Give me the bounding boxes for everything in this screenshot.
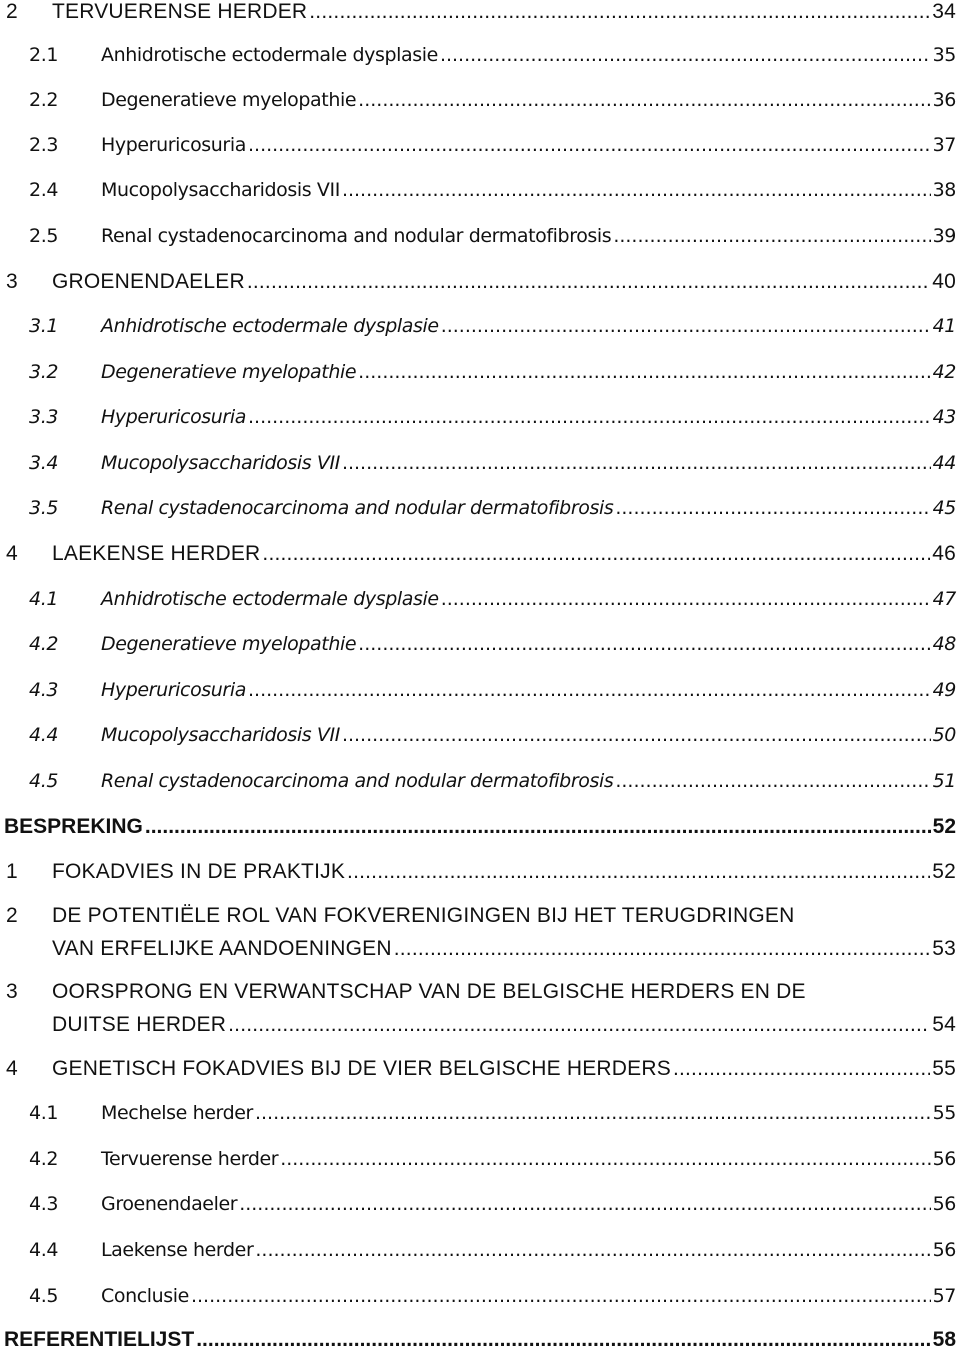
toc-entry-number: 3.1 xyxy=(29,315,59,337)
toc-entry-number: 2.3 xyxy=(29,134,59,156)
toc-entry-title: GROENENDAELER xyxy=(52,270,245,293)
toc-page-number: 35 xyxy=(932,44,956,66)
toc-page-number: 56 xyxy=(932,1193,956,1215)
toc-entry-title: Degeneratieve myelopathie xyxy=(101,361,357,383)
dot-leader xyxy=(145,815,931,839)
toc-page-number: 42 xyxy=(932,361,956,383)
toc-entry-title: BESPREKING xyxy=(4,815,143,838)
toc-entry-title: DE POTENTIËLE ROL VAN FOKVERENIGINGEN BIJ HET TERUGDRINGEN xyxy=(52,904,795,927)
toc-entry[interactable] xyxy=(0,1239,960,1269)
toc-entry-number: 4 xyxy=(6,1057,18,1080)
toc-entry-title-continued: VAN ERFELIJKE AANDOENINGEN xyxy=(52,937,392,960)
toc-entry-title: Anhidrotische ectodermale dysplasie xyxy=(101,44,438,66)
toc-page-number: 37 xyxy=(932,134,956,156)
dot-leader xyxy=(228,1013,930,1037)
toc-entry-title: Anhidrotische ectodermale dysplasie xyxy=(101,588,439,610)
toc-entry-title: LAEKENSE HERDER xyxy=(52,542,261,565)
toc-entry[interactable] xyxy=(0,904,960,974)
toc-entry[interactable] xyxy=(0,1193,960,1223)
toc-entry-title: Groenendaeler xyxy=(101,1193,238,1215)
toc-entry[interactable] xyxy=(0,1285,960,1315)
toc-entry[interactable] xyxy=(0,134,960,164)
toc-page-number: 38 xyxy=(932,179,956,201)
toc-entry[interactable] xyxy=(0,225,960,255)
toc-entry-number: 4.5 xyxy=(29,770,59,792)
dot-leader xyxy=(347,860,930,884)
toc-entry[interactable] xyxy=(0,815,960,845)
dot-leader xyxy=(248,406,931,428)
toc-entry-title: Mechelse herder xyxy=(101,1102,253,1124)
dot-leader xyxy=(394,937,931,961)
toc-entry[interactable] xyxy=(0,860,960,890)
toc-entry-number: 2.5 xyxy=(29,225,59,247)
toc-page-number: 55 xyxy=(932,1102,956,1124)
dot-leader xyxy=(239,1193,930,1215)
toc-page-number: 40 xyxy=(932,270,956,293)
toc-entry-title: Conclusie xyxy=(101,1285,189,1307)
toc-entry-title: Hyperuricosuria xyxy=(101,134,246,156)
dot-leader xyxy=(309,0,930,24)
dot-leader xyxy=(280,1148,930,1170)
toc-page-number: 41 xyxy=(932,315,956,337)
toc-entry-number: 3.5 xyxy=(29,497,59,519)
toc-entry-number: 4.1 xyxy=(29,1102,59,1124)
toc-entry[interactable] xyxy=(0,770,960,800)
toc-entry-title: FOKADVIES IN DE PRAKTIJK xyxy=(52,860,346,883)
toc-entry-number: 4.3 xyxy=(29,679,59,701)
toc-entry-number: 2.4 xyxy=(29,179,59,201)
toc-entry-title: Hyperuricosuria xyxy=(101,679,246,701)
toc-entry[interactable] xyxy=(0,679,960,709)
toc-entry-number: 2 xyxy=(6,0,18,23)
toc-entry-number: 4 xyxy=(6,542,18,565)
toc-entry-number: 4.3 xyxy=(29,1193,59,1215)
toc-entry[interactable] xyxy=(0,1148,960,1178)
toc-entry-title: Laekense herder xyxy=(101,1239,254,1261)
toc-page-number: 56 xyxy=(932,1148,956,1170)
dot-leader xyxy=(342,179,931,201)
toc-entry-title: Renal cystadenocarcinoma and nodular dermatofibrosis xyxy=(101,497,614,519)
toc-entry-number: 2.2 xyxy=(29,89,59,111)
toc-page-number: 48 xyxy=(932,633,956,655)
toc-entry-number: 3 xyxy=(6,270,18,293)
dot-leader xyxy=(196,1328,930,1352)
toc-page-number: 54 xyxy=(932,1013,956,1036)
dot-leader xyxy=(248,134,931,156)
toc-entry-title: OORSPRONG EN VERWANTSCHAP VAN DE BELGISCHE HERDERS EN DE xyxy=(52,980,806,1003)
toc-entry[interactable] xyxy=(0,1328,960,1358)
dot-leader xyxy=(342,724,931,746)
toc-entry-number: 4.1 xyxy=(29,588,59,610)
toc-page-number: 34 xyxy=(932,0,956,23)
toc-entry[interactable] xyxy=(0,406,960,436)
toc-entry-title: Hyperuricosuria xyxy=(101,406,246,428)
toc-entry-number: 2.1 xyxy=(29,44,59,66)
toc-entry-title: Renal cystadenocarcinoma and nodular dermatofibrosis xyxy=(101,225,612,247)
toc-entry-number: 4.2 xyxy=(29,633,59,655)
toc-page-number: 52 xyxy=(932,815,956,838)
toc-entry[interactable] xyxy=(0,542,960,572)
toc-page-number: 46 xyxy=(932,542,956,565)
toc-entry[interactable] xyxy=(0,497,960,527)
toc-entry[interactable] xyxy=(0,0,960,30)
toc-entry[interactable] xyxy=(0,361,960,391)
dot-leader xyxy=(441,588,931,610)
toc-entry[interactable] xyxy=(0,588,960,618)
dot-leader xyxy=(358,633,930,655)
toc-page-number: 57 xyxy=(932,1285,956,1307)
toc-entry-number: 3.2 xyxy=(29,361,59,383)
toc-entry-title: REFERENTIELIJST xyxy=(4,1328,195,1351)
toc-page-number: 53 xyxy=(932,937,956,960)
toc-entry[interactable] xyxy=(0,270,960,300)
dot-leader xyxy=(358,361,930,383)
toc-page-number: 36 xyxy=(932,89,956,111)
toc-page-number: 51 xyxy=(932,770,956,792)
toc-entry[interactable] xyxy=(0,89,960,119)
dot-leader xyxy=(247,270,930,294)
toc-entry[interactable] xyxy=(0,1057,960,1087)
toc-page-number: 39 xyxy=(932,225,956,247)
toc-entry-number: 3.3 xyxy=(29,406,59,428)
dot-leader xyxy=(342,452,931,474)
toc-entry-title: Mucopolysaccharidosis VII xyxy=(101,724,340,746)
toc-entry[interactable] xyxy=(0,452,960,482)
toc-entry-title: GENETISCH FOKADVIES BIJ DE VIER BELGISCHE HERDERS xyxy=(52,1057,671,1080)
dot-leader xyxy=(191,1285,931,1307)
dot-leader xyxy=(613,225,930,247)
toc-entry[interactable] xyxy=(0,1102,960,1132)
toc-page-number: 52 xyxy=(932,860,956,883)
dot-leader xyxy=(440,44,931,66)
toc-entry-number: 2 xyxy=(6,904,18,927)
toc-entry-title: Anhidrotische ectodermale dysplasie xyxy=(101,315,439,337)
dot-leader xyxy=(673,1057,930,1081)
toc-entry-number: 1 xyxy=(6,860,18,883)
toc-entry[interactable] xyxy=(0,179,960,209)
toc-page-number: 50 xyxy=(932,724,956,746)
toc-page-number: 47 xyxy=(932,588,956,610)
dot-leader xyxy=(248,679,931,701)
dot-leader xyxy=(358,89,930,111)
toc-entry-number: 4.2 xyxy=(29,1148,59,1170)
toc-entry-number: 4.4 xyxy=(29,1239,59,1261)
toc-entry[interactable] xyxy=(0,633,960,663)
toc-page-number: 45 xyxy=(932,497,956,519)
toc-page-number: 58 xyxy=(932,1328,956,1351)
toc-page-number: 56 xyxy=(932,1239,956,1261)
dot-leader xyxy=(255,1239,930,1261)
toc-entry[interactable] xyxy=(0,980,960,1050)
dot-leader xyxy=(615,770,930,792)
dot-leader xyxy=(255,1102,931,1124)
dot-leader xyxy=(615,497,930,519)
toc-entry-number: 3.4 xyxy=(29,452,59,474)
toc-entry[interactable] xyxy=(0,724,960,754)
toc-page-number: 55 xyxy=(932,1057,956,1080)
toc-page-number: 43 xyxy=(932,406,956,428)
toc-entry-title: Degeneratieve myelopathie xyxy=(101,633,357,655)
toc-entry-number: 4.5 xyxy=(29,1285,59,1307)
toc-entry[interactable] xyxy=(0,315,960,345)
dot-leader xyxy=(441,315,931,337)
toc-entry-title: Renal cystadenocarcinoma and nodular dermatofibrosis xyxy=(101,770,614,792)
toc-entry-title: Mucopolysaccharidosis VII xyxy=(101,179,340,201)
toc-entry-number: 4.4 xyxy=(29,724,59,746)
toc-page-number: 49 xyxy=(932,679,956,701)
toc-entry-title: Mucopolysaccharidosis VII xyxy=(101,452,340,474)
dot-leader xyxy=(262,542,930,566)
toc-entry-title-continued: DUITSE HERDER xyxy=(52,1013,227,1036)
toc-entry-title: TERVUERENSE HERDER xyxy=(52,0,308,23)
toc-page-number: 44 xyxy=(932,452,956,474)
toc-entry[interactable] xyxy=(0,44,960,74)
toc-entry-title: Degeneratieve myelopathie xyxy=(101,89,357,111)
toc-entry-title: Tervuerense herder xyxy=(101,1148,279,1170)
toc-entry-number: 3 xyxy=(6,980,18,1003)
